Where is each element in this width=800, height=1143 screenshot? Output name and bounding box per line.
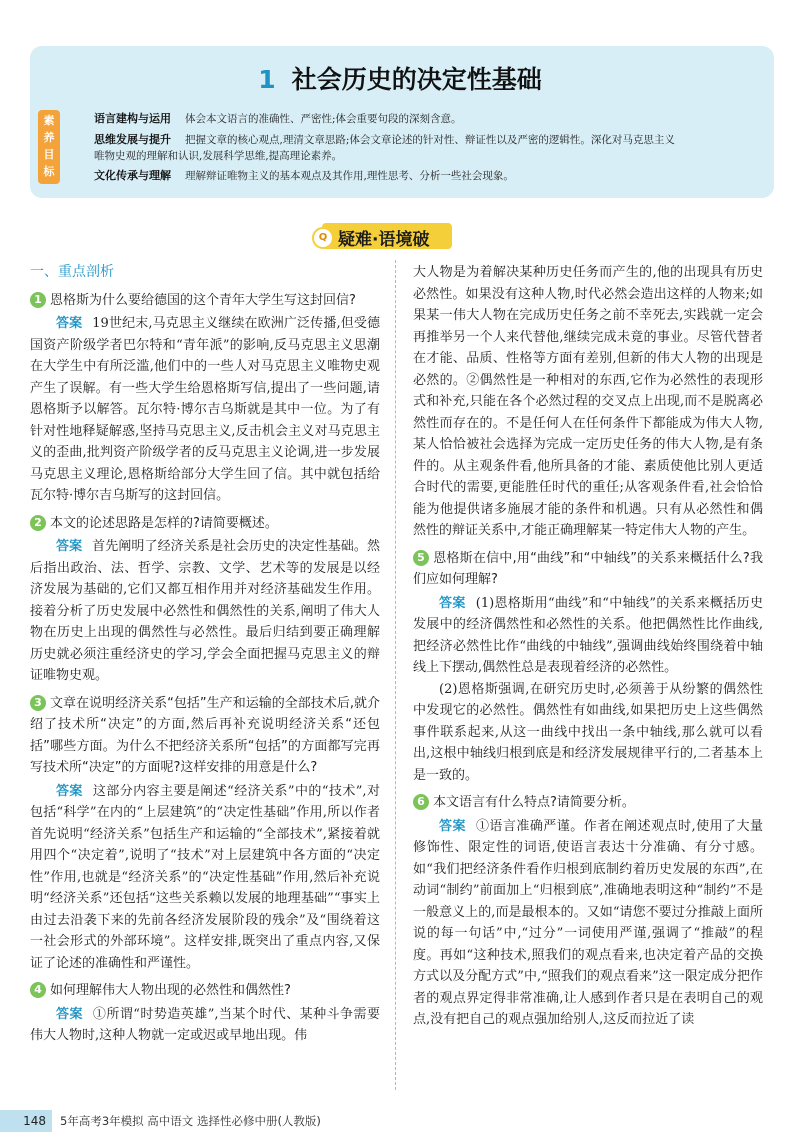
goal-text: 把握文章的核心观点,理清文章思路;体会文章论述的针对性、辩证性以及严密的逻辑性。深化对马克思主义 — [185, 134, 675, 146]
page-title — [0, 60, 800, 96]
answer-text: 首先阐明了经济关系是社会历史的决定性基础。然后指出政治、法、哲学、宗教、文学、艺术等的发展是以经济发展为基础的,它们又都互相作用并对经济基础发生作用。接着分析了历史发展中必然性和偶然性的关系,阐明了伟大人物在历史上出现的偶然性与必然性。最后归结到要正确理解历史就必须注重经济史的学习,学会全面把握马克思主义的辩证唯物史观。 — [30, 539, 380, 683]
question-text: 如何理解伟大人物出现的必然性和偶然性? — [50, 983, 291, 998]
answer — [30, 536, 380, 687]
question-text: 本文的论述思路是怎样的?请简要概述。 — [50, 515, 278, 531]
answer-tag: 答案 — [56, 316, 83, 331]
paragraph: (2)恩格斯强调,在研究历史时,必须善于从纷繁的偶然性中发现它的必然性。偶然性有如曲线,如果把历史上这些偶然事件联系起来,从这一曲线中找出一条中轴线,那么就可以看出,这根中轴线归根到底是和经济发展规律平行的,二者基本上是一致的。 — [413, 681, 763, 783]
answer — [413, 816, 763, 1031]
answer — [30, 781, 380, 975]
question — [413, 548, 763, 591]
question-number-badge: 5 — [413, 550, 429, 566]
badge-char: 标 — [43, 165, 55, 178]
question-text: 恩格斯在信中,用“曲线”和“中轴线”的关系来概括什么?我们应如何理解? — [413, 550, 763, 587]
answer — [30, 1004, 380, 1047]
badge-char: 素 — [43, 114, 55, 127]
answer-tag: 答案 — [56, 783, 83, 799]
question-number-badge: 3 — [30, 695, 46, 711]
answer — [413, 593, 763, 679]
page-number: 148 — [0, 1110, 52, 1132]
question — [30, 513, 380, 535]
left-column — [30, 262, 380, 1047]
answer-text: (1)恩格斯用“曲线”和“中轴线”的关系来概括历史发展中的经济偶然性和必然性的关系。他把偶然性比作曲线,把经济必然性比作“曲线的中轴线”,强调曲线始终围绕着中轴线上下摆动,偶然性总是表现着经济的必然性。 — [413, 595, 763, 675]
paragraph: 大人物是为着解决某种历史任务而产生的,他的出现具有历史必然性。如果没有这种人物,时代必然会造出这样的人物来;如果某一伟大人物在完成历史任务之前不幸死去,实践就一定会再推举另一个人来代替他,继续完成未竟的事业。尽管代替者在才能、品质、性格等方面有差别,但新的伟大人物的出现是必然的。②偶然性是一种相对的东西,它作为必然性的表现形式和补充,只能在各个必然过程的交叉点上出现,而不是脱离必然性而存在的。不是任何人在任何条件下都能成为伟大人物,某人恰恰被社会选择为完成一定历史任务的伟大人物,是有条件的。从主观条件看,他所具备的才能、素质使他比别人更适合时代的需要,更能胜任时代的重任;从客观条件看,社会恰恰能为他提供诸多施展才能的条件和机遇。只有从必然性和偶然性的辩证关系中,才能正确理解某一特定伟大人物的产生。 — [413, 265, 763, 538]
answer — [30, 313, 380, 507]
section-banner — [312, 221, 458, 249]
question-number-badge: 2 — [30, 515, 46, 531]
badge-char: 养 — [43, 131, 55, 144]
right-column — [413, 262, 763, 1031]
question-text: 恩格斯为什么要给德国的这个青年大学生写这封回信? — [50, 292, 356, 308]
answer-text: ①所谓“时势造英雄”,当某个时代、某种斗争需要伟大人物时,这种人物就一定或迟或早地出现。伟 — [30, 1006, 380, 1043]
banner-title: 疑难·语境破 — [338, 230, 430, 250]
section-heading: 一、重点剖析 — [30, 264, 114, 280]
column-divider — [395, 260, 397, 1090]
page-footer — [0, 1110, 800, 1132]
answer-tag: 答案 — [56, 1006, 83, 1022]
question — [30, 980, 380, 1002]
badge-char: 目 — [43, 148, 55, 161]
question-number-badge: 4 — [30, 982, 46, 998]
lesson-title: 社会历史的决定性基础 — [291, 65, 542, 94]
question-text: 本文语言有什么特点?请简要分析。 — [433, 795, 635, 810]
goal-label: 思维发展与提升 — [94, 133, 171, 146]
goal-text: 唯物史观的理解和认识,发展科学思维,提高理论素养。 — [94, 150, 343, 162]
question — [30, 693, 380, 779]
question — [413, 792, 763, 814]
goal-row — [70, 110, 760, 128]
goal-row — [94, 148, 784, 165]
question-icon: Q — [312, 227, 334, 249]
goal-badge — [38, 110, 60, 184]
goal-row — [70, 131, 760, 149]
question-number-badge: 6 — [413, 794, 429, 810]
footer-text: 5年高考3年模拟 高中语文 选择性必修中册(人教版) — [60, 1114, 321, 1128]
goal-text: 体会本文语言的准确性、严密性;体会重要句段的深刻含意。 — [185, 113, 462, 125]
answer-text: 这部分内容主要是阐述“经济关系”中的“技术”,对包括“科学”在内的“上层建筑”的“决定性基础”作用,所以作者首先说明“经济关系”包括生产和运输的“全部技术”,紧接着就用四个“决定着”,说明了“技术”对上层建筑中各方面的“决定性”作用,也就是“经济关系”的“决定性基础”作用,然后补充说明“经济关系”还包括“这些关系赖以发展的地理基础”“事实上由过去沿袭下来的先前各经济发展阶段的残余”及“围绕着这一社会形式的外部环境”。这样安排,既突出了重点内容,又保证了论述的准确性和严谨性。 — [30, 783, 380, 971]
goal-label: 语言建构与运用 — [94, 112, 171, 125]
question — [30, 290, 380, 312]
answer-text: ①语言准确严谨。作者在阐述观点时,使用了大量修饰性、限定性的词语,使语言表达十分准确、有分寸感。如“我们把经济条件看作归根到底制约着历史发展的东西”,在动词“制约”前面加上“归根到底”,准确地表明这种“制约”不是一般意义上的,而是最根本的。又如“请您不要过分推敲上面所说的每一句话”中,“过分”一词使用严谨,强调了“推敲”的程度。再如“这种技术,照我们的观点看来,也决定着产品的交换方式以及分配方式”中,“照我们的观点看来”这一限定成分把作者的观点界定得非常准确,让人感到作者只是在表明自己的观点,没有把自己的观点强加给别人,这反而拉近了读 — [413, 818, 763, 1027]
question-text: 文章在说明经济关系“包括”生产和运输的全部技术后,就介绍了技术所“决定”的方面,然后再补充说明经济关系“还包括”哪些方面。为什么不把经济关系所“包括”的方面都写完再写技术所“决定”的方面呢?这样安排的用意是什么? — [30, 695, 380, 775]
goal-text: 理解辩证唯物主义的基本观点及其作用,理性思考、分析一些社会现象。 — [185, 170, 514, 182]
answer-text: 19世纪末,马克思主义继续在欧洲广泛传播,但受德国资产阶级学者巴尔特和“青年派”的影响,反马克思主义思潮在大学生中有所泛滥,他们中的一些人对马克思主义唯物史观产生了误解。有一些大学生给恩格斯写信,提出了一些问题,请恩格斯予以解答。瓦尔特·博尔吉乌斯就是其中一位。为了有针对性地释疑解惑,坚持马克思主义,反击机会主义对马克思主义的歪曲,批判资产阶级学者的反马克思主义论调,进一步发展马克思主义理论,恩格斯给部分大学生回了信。其中就包括给瓦尔特·博尔吉乌斯写的这封回信。 — [30, 316, 380, 503]
answer-tag: 答案 — [56, 539, 83, 554]
answer-tag: 答案 — [439, 818, 466, 834]
goal-label: 文化传承与理解 — [94, 169, 171, 182]
answer-tag: 答案 — [439, 595, 466, 611]
lesson-number: 1 — [258, 65, 276, 94]
goal-row — [70, 167, 760, 185]
question-number-badge: 1 — [30, 292, 46, 308]
